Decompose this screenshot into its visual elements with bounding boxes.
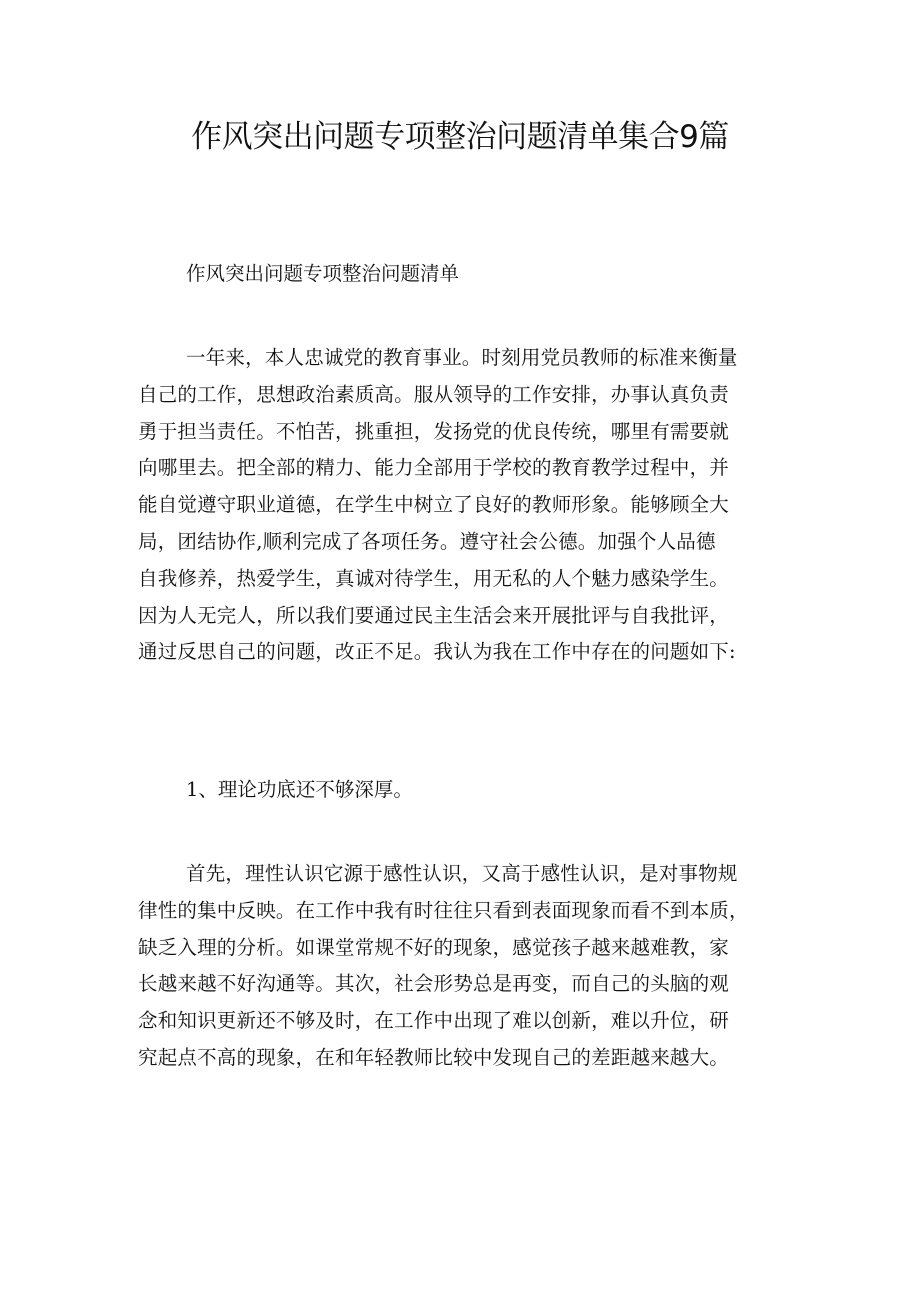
- paragraph-line: 念和知识更新还不够及时，在工作中出现了难以创新，难以升位，研: [138, 1009, 730, 1033]
- list-item-heading: 1、理论功底还不够深厚。: [186, 778, 413, 801]
- paragraph-line: 能自觉遵守职业道德，在学生中树立了良好的教师形象。能够顾全大: [138, 493, 730, 517]
- paragraph-line: 一年来，本人忠诚党的教育事业。时刻用党员教师的标准来衡量: [186, 346, 738, 369]
- paragraph-detail: [138, 856, 798, 1077]
- paragraph-line: 因为人无完人，所以我们要通过民主生活会来开展批评与自我批评，: [138, 603, 730, 627]
- page-title: 作风突出问题专项整治问题清单集合9篇: [191, 119, 729, 155]
- paragraph-line: 律性的集中反映。在工作中我有时往往只看到表面现象而看不到本质，: [138, 898, 749, 922]
- paragraph-line: 自己的工作，思想政治素质高。服从领导的工作安排，办事认真负责: [138, 382, 730, 406]
- paragraph-line: 勇于担当责任。不怕苦，挑重担，发扬党的优良传统，哪里有需要就: [138, 419, 730, 443]
- paragraph-line: 长越来越不好沟通等。其次，社会形势总是再变，而自己的头脑的观: [138, 972, 730, 996]
- paragraph-line: 首先，理性认识它源于感性认识，又高于感性认识，是对事物规: [186, 862, 738, 885]
- paragraph-line: 通过反思自己的问题，改正不足。我认为我在工作中存在的问题如下:: [138, 640, 736, 664]
- section-subtitle: 作风突出问题专项整治问题清单: [186, 262, 460, 285]
- paragraph-line: 自我修养，热爱学生，真诚对待学生，用无私的人个魅力感染学生。: [138, 566, 730, 590]
- paragraph-line: 究起点不高的现象，在和年轻教师比较中发现自己的差距越来越大。: [138, 1045, 730, 1069]
- paragraph-line: 向哪里去。把全部的精力、能力全部用于学校的教育教学过程中，并: [138, 456, 730, 480]
- paragraph-line: 缺乏入理的分析。如课堂常规不好的现象，感觉孩子越来越难教，家: [138, 935, 730, 959]
- paragraph-line: 局，团结协作,顺利完成了各项任务。遵守社会公德。加强个人品德: [138, 529, 716, 553]
- paragraph-intro: [138, 340, 798, 671]
